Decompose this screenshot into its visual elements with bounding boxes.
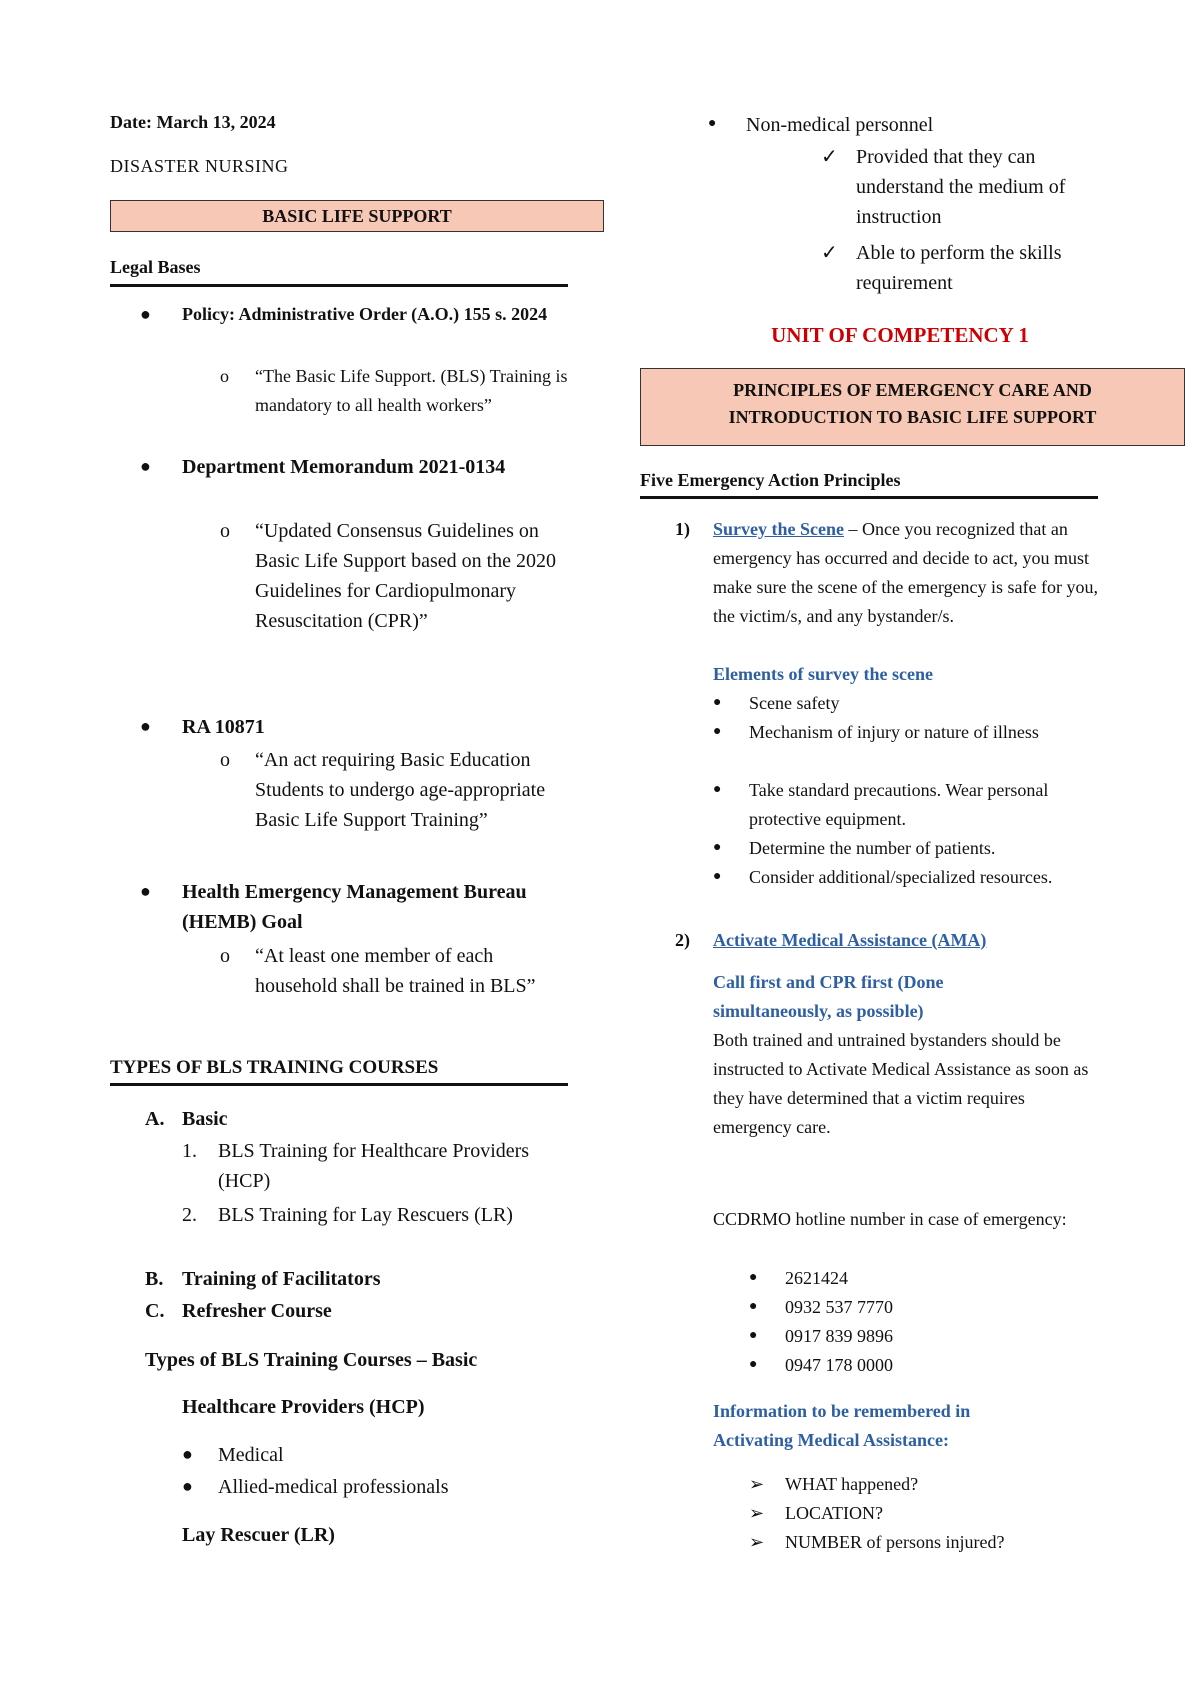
check-item: Able to perform the skills requirement	[856, 242, 1062, 294]
hotline-paragraph: CCDRMO hotline number in case of emergency:	[713, 1209, 1067, 1229]
basic-sub-marker: 1.	[182, 1140, 197, 1162]
basic-sub-marker: 2.	[182, 1204, 197, 1226]
hotline-number: 0947 178 0000	[785, 1355, 893, 1375]
checkmark-icon: ✓	[821, 242, 838, 264]
activate-medical-link[interactable]: Activate Medical Assistance (AMA)	[713, 930, 987, 950]
elements-heading: Elements of survey the scene	[713, 664, 933, 684]
type-marker: C.	[145, 1300, 165, 1322]
check-item: Provided that they can understand the medium of instruction	[856, 146, 1066, 228]
info-heading: Information to be remembered in Activating Medical Assistance:	[713, 1401, 971, 1450]
type-label: Basic	[182, 1108, 228, 1130]
element-item: Consider additional/specialized resources.	[749, 867, 1053, 887]
sub-bullet-icon: o	[220, 945, 230, 967]
banner-text: PRINCIPLES OF EMERGENCY CARE AND INTRODUCTION TO BASIC LIFE SUPPORT	[728, 380, 1097, 427]
type-label: Training of Facilitators	[182, 1268, 381, 1290]
arrow-bullet-icon: ➢	[749, 1503, 765, 1523]
principle-text	[713, 515, 1113, 631]
hcp-heading: Healthcare Providers (HCP)	[182, 1396, 425, 1418]
five-principles-heading: Five Emergency Action Principles	[640, 466, 1098, 499]
legal-item-title: Department Memorandum 2021-0134	[182, 456, 506, 478]
sub-bullet-icon: o	[220, 520, 230, 542]
bullet-icon: ●	[749, 1299, 758, 1314]
type-marker: B.	[145, 1268, 164, 1290]
bullet-icon: ●	[749, 1328, 758, 1343]
bullet-icon: ●	[182, 1444, 193, 1464]
legal-item-sub: “An act requiring Basic Education Students to undergo age-appropriate Basic Life Support Training”	[255, 749, 546, 831]
hcp-item: Allied-medical professionals	[218, 1476, 449, 1498]
principle-number: 2)	[675, 930, 690, 950]
info-item: NUMBER of persons injured?	[785, 1532, 1005, 1552]
hotline-number: 0932 537 7770	[785, 1297, 893, 1317]
type-label: Refresher Course	[182, 1300, 332, 1322]
subject-title: DISASTER NURSING	[110, 156, 289, 176]
hcp-item: Medical	[218, 1444, 284, 1466]
bullet-icon: ●	[749, 1270, 758, 1285]
arrow-bullet-icon: ➢	[749, 1474, 765, 1494]
bullet-icon: ●	[182, 1476, 193, 1496]
lr-heading: Lay Rescuer (LR)	[182, 1524, 335, 1546]
info-item: WHAT happened?	[785, 1474, 919, 1494]
date-line: Date: March 13, 2024	[110, 112, 276, 132]
bullet-icon: ●	[713, 782, 722, 797]
legal-item-title: RA 10871	[182, 716, 265, 738]
legal-item-sub: “Updated Consensus Guidelines on Basic Life Support based on the 2020 Guidelines for Cardiopulmonary Resuscitation (CPR)”	[255, 520, 557, 632]
survey-scene-link[interactable]: Survey the Scene	[713, 519, 844, 539]
arrow-bullet-icon: ➢	[749, 1532, 765, 1552]
bystanders-paragraph: Both trained and untrained bystanders should be instructed to Activate Medical Assistance as soon as they have determined that a victim requires emergency care.	[713, 1030, 1089, 1137]
call-first-heading: Call first and CPR first (Done simultaneously, as possible)	[713, 972, 944, 1021]
types-list	[145, 1104, 595, 1334]
types-heading: TYPES OF BLS TRAINING COURSES	[110, 1053, 568, 1086]
types-basic-heading: Types of BLS Training Courses – Basic	[145, 1349, 478, 1371]
hotline-number: 0917 839 9896	[785, 1326, 893, 1346]
legal-item-sub: “At least one member of each household shall be trained in BLS”	[255, 945, 536, 997]
bullet-icon: ●	[713, 840, 722, 855]
hotline-number: 2621424	[785, 1268, 848, 1288]
type-marker: A.	[145, 1108, 165, 1130]
element-item: Scene safety	[749, 693, 840, 713]
sub-bullet-icon: o	[220, 749, 230, 771]
bullet-icon: ●	[140, 881, 151, 901]
principles-banner	[640, 368, 1185, 446]
bullet-icon: ●	[708, 116, 717, 131]
banner-text: BASIC LIFE SUPPORT	[262, 206, 452, 226]
sub-bullet-icon: o	[220, 366, 229, 386]
bullet-icon: ●	[713, 869, 722, 884]
element-item: Mechanism of injury or nature of illness	[749, 722, 1039, 742]
nonmed-label: Non-medical personnel	[746, 114, 934, 136]
bullet-icon: ●	[749, 1357, 758, 1372]
bullet-icon: ●	[140, 716, 151, 736]
principle-number: 1)	[675, 519, 690, 539]
legal-item-title: Policy: Administrative Order (A.O.) 155 s. 2024	[182, 304, 548, 324]
legal-item-title: Health Emergency Management Bureau (HEMB) Goal	[182, 881, 527, 933]
unit-title: UNIT OF COMPETENCY 1	[771, 323, 1029, 347]
basic-sub-label: BLS Training for Lay Rescuers (LR)	[218, 1204, 513, 1226]
bullet-icon: ●	[713, 695, 722, 710]
basic-sub-label: BLS Training for Healthcare Providers (HCP)	[218, 1140, 530, 1192]
bullet-icon: ●	[713, 724, 722, 739]
element-item: Determine the number of patients.	[749, 838, 996, 858]
element-item: Take standard precautions. Wear personal protective equipment.	[749, 780, 1049, 829]
bullet-icon: ●	[140, 456, 151, 476]
bullet-icon: ●	[140, 304, 151, 324]
legal-item-sub: “The Basic Life Support. (BLS) Training is mandatory to all health workers”	[255, 366, 568, 415]
info-item: LOCATION?	[785, 1503, 883, 1523]
basic-life-support-banner	[110, 200, 604, 232]
checkmark-icon: ✓	[821, 146, 838, 168]
principle-desc: – Once you recognized that an emergency has occurred and decide to act, you must make sure the scene of the emergency is safe for you, the victim/s, and any bystander/s.	[713, 519, 1099, 626]
legal-bases-heading: Legal Bases	[110, 253, 568, 287]
